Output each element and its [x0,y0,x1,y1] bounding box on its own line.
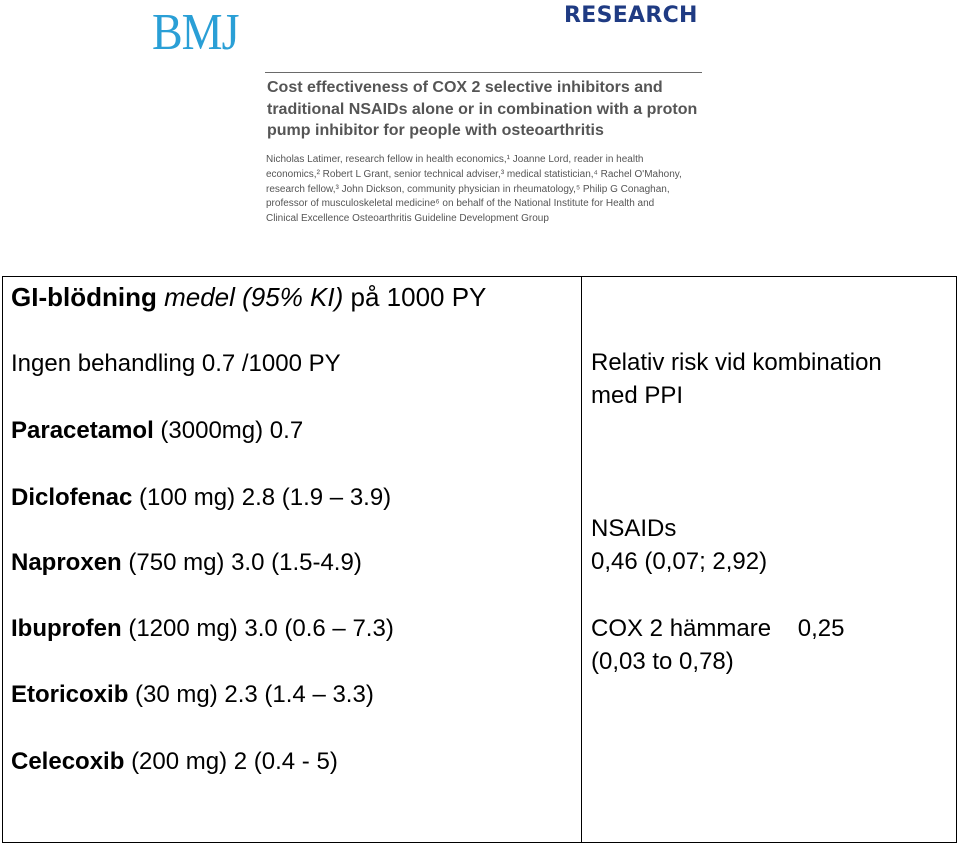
cox2-block [591,612,844,678]
drug-name: Etoricoxib [11,681,129,708]
heading-rest: på 1000 PY [350,282,487,312]
row-diclofenac [11,484,391,512]
drug-value: (1200 mg) 3.0 (0.6 – 7.3) [128,615,394,642]
heading-italic: medel (95% KI) [164,282,344,312]
drug-value: (30 mg) 2.3 (1.4 – 3.3) [135,681,374,708]
drug-name: Diclofenac [11,484,133,511]
drug-name: Ingen behandling [11,350,196,377]
drug-value: (100 mg) 2.8 (1.9 – 3.9) [139,484,392,511]
row-naproxen [11,549,362,577]
row-etoricoxib [11,681,374,709]
row-paracetamol [11,417,303,445]
table-divider [581,276,582,843]
author-list: Nicholas Latimer, research fellow in health economics,¹ Joanne Lord, reader in health economics,² Robert L Grant, senior technical adviser,³ medical statistician,⁴ Rachel O'Mahony, research fellow,³ John Dickson, community physician in rheumatology,⁵ Philip G Conaghan, professor of musculoskeletal medicine⁶ on behalf of the National Institute for Health and Clinical Excellence Osteoarthritis Guideline Development Group [266,154,682,225]
drug-value: (200 mg) 2 (0.4 - 5) [131,748,338,775]
nsaids-label: NSAIDs [591,515,677,542]
drug-name: Celecoxib [11,748,125,775]
relative-risk-title [591,346,882,412]
row-no-treatment [11,350,341,378]
nsaids-value: 0,46 (0,07; 2,92) [591,548,768,575]
cox2-value: (0,03 to 0,78) [591,648,734,675]
drug-name: Ibuprofen [11,615,122,642]
table-heading [11,282,486,313]
drug-value: 0.7 /1000 PY [201,350,341,377]
cox2-label: COX 2 hämmare 0,25 [591,615,845,642]
paper-title: Cost effectiveness of COX 2 selective inhibitors and traditional NSAIDs alone or in combination with a proton pump inhibitor for people with osteoarthritis [267,79,698,139]
row-ibuprofen [11,615,394,643]
section-label: RESEARCH [564,3,698,28]
bmj-logo: BMJ [152,3,239,61]
row-celecoxib [11,748,338,776]
title-line: Relativ risk vid kombination [591,349,882,376]
title-line: med PPI [591,382,684,409]
heading-bold: GI-blödning [11,282,157,312]
drug-name: Paracetamol [11,417,154,444]
drug-value: (3000mg) 0.7 [160,417,304,444]
nsaids-block [591,512,767,578]
drug-name: Naproxen [11,549,122,576]
drug-value: (750 mg) 3.0 (1.5-4.9) [128,549,362,576]
title-rule [265,72,702,73]
